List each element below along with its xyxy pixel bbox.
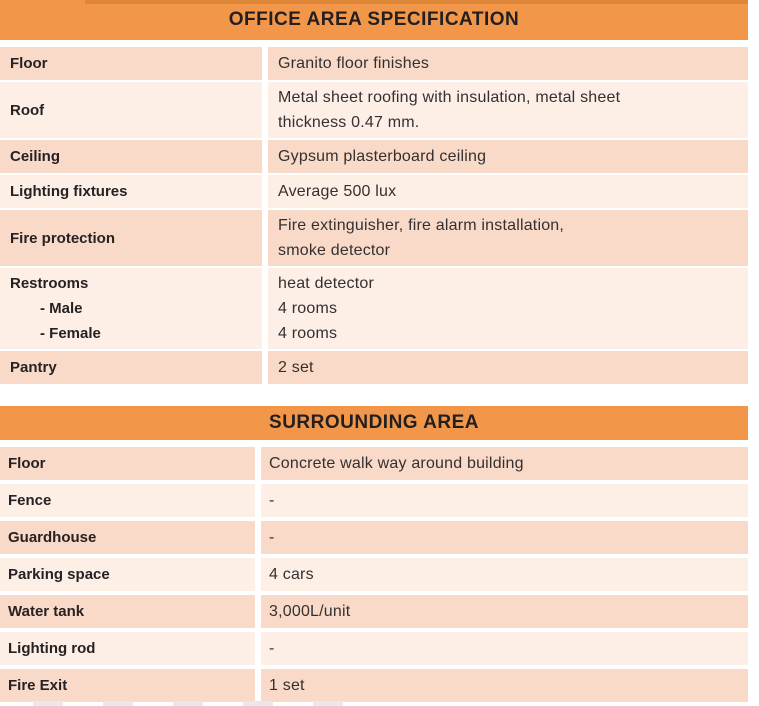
spec-label: Roof — [10, 101, 45, 119]
spec-sub-label: - Female — [40, 325, 101, 342]
spec-value: 1 set — [269, 677, 305, 694]
surrounding-area-table — [0, 406, 748, 702]
spec-value: Average 500 lux — [278, 183, 397, 200]
spec-label: Restrooms — [10, 275, 89, 292]
spec-label-cell — [0, 351, 262, 384]
spec-row — [0, 595, 748, 628]
spec-label: Floor — [8, 455, 46, 472]
spec-label-cell — [0, 558, 255, 591]
spec-value: 3,000L/unit — [269, 603, 351, 620]
partial-thumbnail — [243, 701, 273, 706]
spec-row — [0, 669, 748, 702]
spec-value-cell — [261, 595, 748, 628]
spec-value-cell — [268, 210, 748, 266]
surrounding-area-rows — [0, 447, 748, 702]
header-top-strip — [85, 0, 748, 4]
spec-label: Fire protection — [10, 229, 116, 247]
spec-value: Granito floor finishes — [278, 55, 430, 72]
spec-value: 2 set — [278, 359, 314, 376]
spec-label-cell — [0, 447, 255, 480]
spec-label: Floor — [10, 55, 48, 72]
spec-label: Water tank — [8, 603, 85, 620]
spec-value: 4 cars — [269, 566, 314, 583]
spec-value-cell — [261, 484, 748, 517]
spec-row — [0, 140, 748, 173]
spec-label-cell — [0, 484, 255, 517]
spec-label-cell — [0, 268, 262, 349]
spec-value: 4 rooms — [278, 325, 338, 342]
spec-sub-label: - Male — [40, 300, 83, 317]
surrounding-area-title: SURROUNDING AREA — [269, 412, 479, 433]
spec-row — [0, 521, 748, 554]
spec-value-cell — [261, 447, 748, 480]
partial-thumbnail — [313, 701, 343, 706]
partial-thumbnail — [33, 701, 63, 706]
spec-value: smoke detector — [278, 242, 391, 259]
spec-value-cell — [268, 140, 748, 173]
spec-value: heat detector — [278, 275, 374, 292]
spec-label: Pantry — [10, 359, 57, 376]
spec-value: - — [269, 640, 275, 657]
spec-value-cell — [261, 521, 748, 554]
spec-label-cell — [0, 632, 255, 665]
surrounding-area-header — [0, 406, 748, 440]
spec-value-cell — [261, 558, 748, 591]
spec-value-cell — [261, 669, 748, 702]
spec-value: Concrete walk way around building — [269, 455, 524, 472]
spec-value-cell — [268, 175, 748, 208]
spec-value: - — [269, 492, 275, 509]
spec-label: Ceiling — [10, 148, 61, 165]
spec-label: Guardhouse — [8, 529, 97, 546]
spec-row — [0, 632, 748, 665]
spec-row — [0, 82, 748, 138]
spec-value: 4 rooms — [278, 300, 338, 317]
spec-label-cell — [0, 47, 262, 80]
spec-label: Fence — [8, 492, 52, 509]
spec-label-cell — [0, 82, 262, 138]
spec-row — [0, 210, 748, 266]
spec-label-cell — [0, 140, 262, 173]
spec-label: Fire Exit — [8, 677, 68, 694]
spec-row — [0, 351, 748, 384]
spec-row — [0, 447, 748, 480]
spec-value-cell — [268, 47, 748, 80]
spec-label-cell — [0, 595, 255, 628]
spec-label-cell — [0, 521, 255, 554]
spec-label: Lighting fixtures — [10, 183, 128, 200]
partial-thumbnail — [103, 701, 133, 706]
office-area-rows — [0, 47, 748, 384]
office-area-header — [0, 0, 748, 40]
spec-label-cell — [0, 175, 262, 208]
spec-label: Lighting rod — [8, 640, 96, 657]
spec-value: thickness 0.47 mm. — [278, 114, 420, 131]
spec-value-cell — [268, 351, 748, 384]
spec-value-cell — [261, 632, 748, 665]
spec-label-cell — [0, 669, 255, 702]
spec-value: Fire extinguisher, fire alarm installation, — [278, 217, 565, 234]
spec-value-cell — [268, 82, 748, 138]
office-area-title: OFFICE AREA SPECIFICATION — [228, 9, 520, 30]
spec-row — [0, 484, 748, 517]
spec-row — [0, 175, 748, 208]
spec-row — [0, 47, 748, 80]
spec-row — [0, 558, 748, 591]
spec-value: Gypsum plasterboard ceiling — [278, 148, 487, 165]
spec-value-cell — [268, 268, 748, 349]
spec-label: Parking space — [8, 566, 110, 583]
spec-value: - — [269, 529, 275, 546]
partial-thumbnail — [173, 701, 203, 706]
spec-value: Metal sheet roofing with insulation, metal sheet — [278, 89, 621, 106]
spec-label-cell — [0, 210, 262, 266]
spec-row — [0, 268, 748, 349]
